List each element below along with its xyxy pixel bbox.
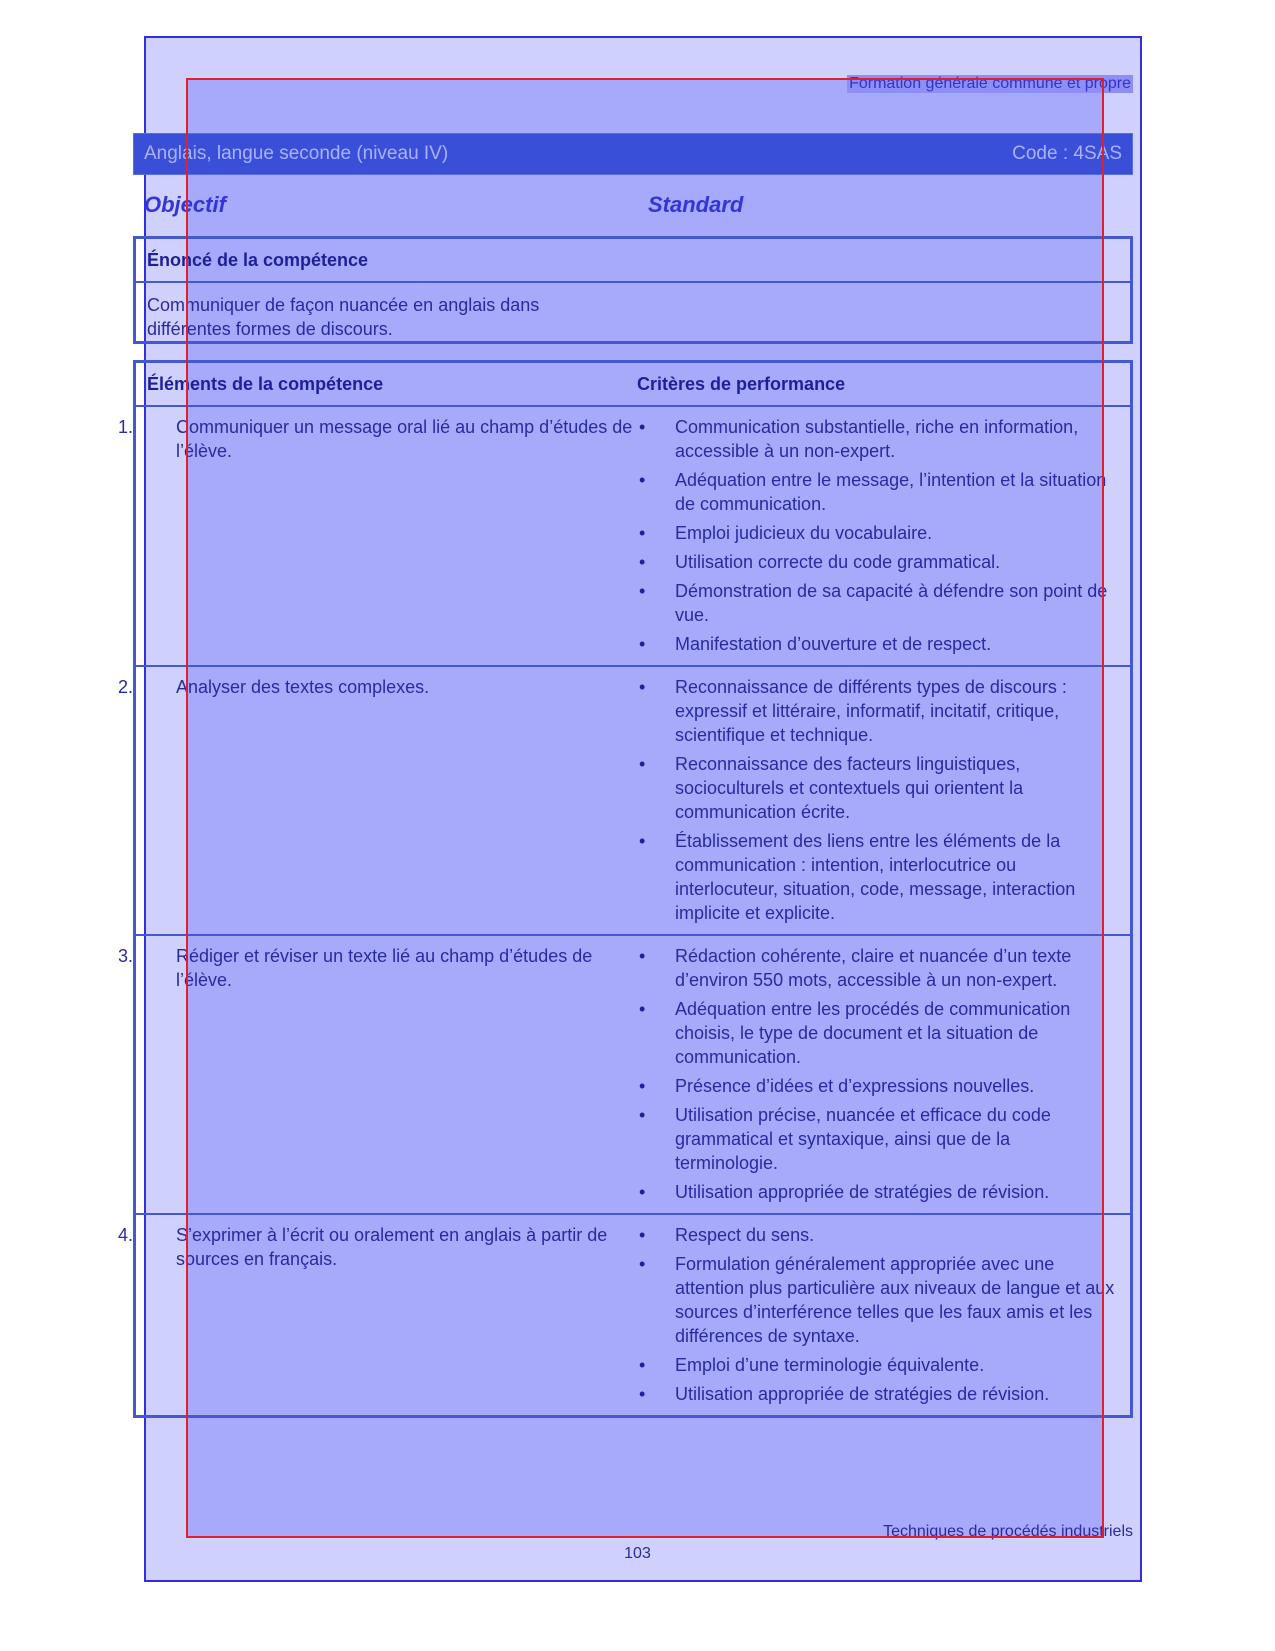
criteria-cell <box>637 407 1130 665</box>
list-item <box>637 1103 1118 1175</box>
element-description: S’exprimer à l’écrit ou oralement en anglais à partir de sources en français. <box>176 1225 608 1269</box>
element-description: Communiquer un message oral lié au champ d’études de l’élève. <box>176 417 633 461</box>
criterion-text: Adéquation entre le message, l’intention et la situation de communication. <box>675 470 1107 514</box>
bullet-icon: • <box>639 1076 646 1096</box>
element-cell <box>118 936 637 1213</box>
element-number: 3. <box>118 946 134 966</box>
criterion-text: Rédaction cohérente, claire et nuancée d’un texte d’environ 550 mots, accessible à un non-expert. <box>675 946 1072 990</box>
criteria-column-heading: Critères de performance <box>637 373 846 394</box>
competence-title: Énoncé de la compétence <box>136 239 1130 283</box>
list-item <box>637 675 1118 747</box>
list-item <box>637 1252 1118 1348</box>
header-section-title: Formation générale commune et propre <box>849 75 1131 92</box>
element-description: Rédiger et réviser un texte lié au champ d’études de l’élève. <box>176 946 593 990</box>
bullet-icon: • <box>639 754 646 774</box>
course-code-value: 4SAS <box>1073 143 1122 164</box>
element-cell <box>118 407 637 665</box>
list-item <box>637 1074 1118 1098</box>
criterion-text: Établissement des liens entre les éléments de la communication : intention, interlocutrice ou interlocuteur, situation, code, message, interaction implicite et explicite. <box>675 831 1076 923</box>
list-item <box>637 550 1118 574</box>
list-item <box>637 468 1118 516</box>
criterion-text: Manifestation d’ouverture et de respect. <box>675 634 992 654</box>
criterion-text: Emploi judicieux du vocabulaire. <box>675 523 933 543</box>
bullet-icon: • <box>639 523 646 543</box>
element-text <box>118 944 637 992</box>
list-item <box>637 632 1118 656</box>
elements-table <box>118 360 1133 1418</box>
criteria-cell <box>637 1215 1130 1415</box>
list-item <box>637 579 1118 627</box>
competence-box <box>133 236 1133 344</box>
element-text <box>118 1223 637 1271</box>
list-item <box>637 829 1118 925</box>
bullet-icon: • <box>639 1355 646 1375</box>
list-item <box>637 415 1118 463</box>
criterion-text: Utilisation appropriée de stratégies de révision. <box>675 1182 1050 1202</box>
elements-column-heading: Éléments de la compétence <box>147 373 384 394</box>
list-item <box>637 521 1118 545</box>
table-row <box>118 934 1130 1213</box>
list-item <box>637 1382 1118 1406</box>
table-row <box>118 407 1130 665</box>
course-code <box>1012 143 1122 165</box>
criterion-text: Adéquation entre les procédés de communication choisis, le type de document et la situation de communication. <box>675 999 1071 1067</box>
criterion-text: Emploi d’une terminologie équivalente. <box>675 1355 985 1375</box>
element-description: Analyser des textes complexes. <box>176 677 430 697</box>
criterion-text: Utilisation précise, nuancée et efficace du code grammatical et syntaxique, ainsi que de la terminologie. <box>675 1105 1051 1173</box>
criterion-text: Reconnaissance de différents types de discours : expressif et littéraire, informatif, incitatif, critique, scientifique et technique. <box>675 677 1067 745</box>
bullet-icon: • <box>639 946 646 966</box>
element-text <box>118 415 637 463</box>
criterion-text: Utilisation correcte du code grammatical. <box>675 552 1001 572</box>
standard-heading: Standard <box>648 192 744 217</box>
criterion-text: Respect du sens. <box>675 1225 815 1245</box>
list-item <box>637 944 1118 992</box>
criterion-text: Reconnaissance des facteurs linguistiques, socioculturels et contextuels qui orientent la communication écrite. <box>675 754 1024 822</box>
page-number: 103 <box>624 1545 651 1562</box>
table-row <box>118 1213 1130 1415</box>
bullet-icon: • <box>639 1182 646 1202</box>
criteria-cell <box>637 936 1130 1213</box>
element-number: 4. <box>118 1225 134 1245</box>
bullet-icon: • <box>639 831 646 851</box>
criteria-cell <box>637 667 1130 934</box>
bullet-icon: • <box>639 470 646 490</box>
bullet-icon: • <box>639 417 646 437</box>
objectif-heading: Objectif <box>144 192 226 217</box>
bullet-icon: • <box>639 677 646 697</box>
competence-statement: Communiquer de façon nuancée en anglais dans différentes formes de discours. <box>147 295 540 339</box>
table-row <box>118 665 1130 934</box>
element-cell <box>118 1215 637 1415</box>
elements-rows <box>118 407 1130 1415</box>
footer-program: Techniques de procédés industriels <box>883 1523 1133 1540</box>
list-item <box>637 752 1118 824</box>
element-number: 1. <box>118 417 134 437</box>
bullet-icon: • <box>639 634 646 654</box>
list-item <box>637 1353 1118 1377</box>
course-banner <box>133 133 1133 175</box>
course-title: Anglais, langue seconde (niveau IV) <box>144 143 449 164</box>
criterion-text: Communication substantielle, riche en information, accessible à un non-expert. <box>675 417 1079 461</box>
bullet-icon: • <box>639 581 646 601</box>
bullet-icon: • <box>639 1384 646 1404</box>
elements-table-header <box>136 363 1130 407</box>
bullet-icon: • <box>639 1254 646 1274</box>
criterion-text: Formulation généralement appropriée avec une attention plus particulière aux niveaux de langue et aux sources d’interférence telles que les faux amis et les différences de syntaxe. <box>675 1254 1115 1346</box>
bullet-icon: • <box>639 1105 646 1125</box>
list-item <box>637 997 1118 1069</box>
bullet-icon: • <box>639 552 646 572</box>
bullet-icon: • <box>639 1225 646 1245</box>
criterion-text: Utilisation appropriée de stratégies de révision. <box>675 1384 1050 1404</box>
criterion-text: Présence d’idées et d’expressions nouvelles. <box>675 1076 1035 1096</box>
element-text <box>118 675 637 699</box>
criterion-text: Démonstration de sa capacité à défendre son point de vue. <box>675 581 1108 625</box>
list-item <box>637 1223 1118 1247</box>
course-code-label: Code : <box>1012 143 1069 164</box>
list-item <box>637 1180 1118 1204</box>
element-cell <box>118 667 637 934</box>
element-number: 2. <box>118 677 134 697</box>
bullet-icon: • <box>639 999 646 1019</box>
